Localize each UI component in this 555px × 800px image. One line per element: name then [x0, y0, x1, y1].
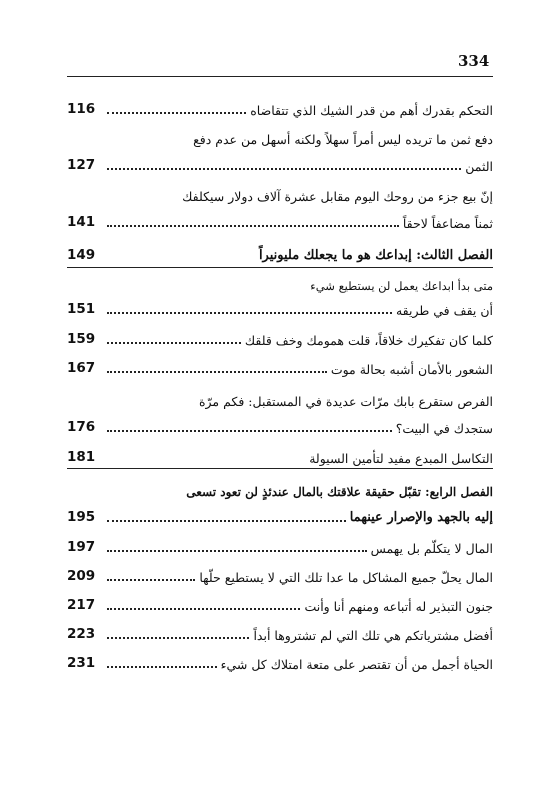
toc-entry-page: 116 [67, 101, 96, 118]
toc-entry-title: إنّ بيع جزء من روحك اليوم مقابل عشرة آلاف دولار سيكلفك [182, 188, 493, 204]
dot-leader [107, 371, 327, 373]
toc-entry [67, 146, 493, 174]
toc-entry-title: المال لا يتكلّم بل يهمس [370, 540, 493, 556]
header-rule [67, 76, 493, 77]
chapter-title: الفصل الثالث: إبداعك هو ما يجعلك مليونيراً [258, 248, 493, 264]
toc-entry-page: 151 [67, 301, 96, 318]
dot-leader [107, 225, 399, 227]
toc-entry-title: الثمن [465, 158, 493, 174]
toc-entry [67, 438, 493, 466]
toc-entry-page: 127 [67, 157, 96, 174]
toc-entry-title: ثمناً مضاعفاً لاحقاً [402, 215, 493, 231]
toc-entry-title: أفضل مشترياتكم هي تلك التي لم تشتروها أبداً [253, 627, 493, 643]
toc-entry [67, 528, 493, 556]
toc-entry [67, 644, 493, 672]
toc-entry [67, 203, 493, 231]
toc-entry-page: 209 [67, 568, 96, 585]
toc-entry-page: 167 [67, 360, 96, 377]
toc-entry [67, 176, 493, 204]
toc-entry-title: ستجدك في البيت؟ [395, 420, 493, 436]
dot-leader [107, 637, 249, 639]
toc-entry-title: جنون التبذير له أتباعه ومنهم أنا وأنت [304, 598, 493, 614]
dot-leader [107, 430, 392, 432]
toc-entry [67, 349, 493, 377]
dot-leader [107, 550, 367, 552]
toc-entry [67, 290, 493, 318]
chapter-page: 195 [67, 509, 96, 526]
toc-entry-page: 159 [67, 331, 96, 348]
dot-leader [107, 342, 241, 344]
toc-entry [67, 586, 493, 614]
toc-entry-title: التكاسل المبدع مفيد لتأمين السيولة [309, 450, 493, 466]
toc-entry-title: متى بدأ ابداعك يعمل لن يستطيع شيء [310, 278, 493, 293]
dot-leader [107, 312, 392, 314]
toc-entry [67, 265, 493, 293]
chapter-title: إليه بالجهد والإصرار عينهما [349, 510, 493, 526]
toc-entry-page: 231 [67, 655, 96, 672]
dot-leader [107, 520, 346, 522]
toc-entry-page: 141 [67, 214, 96, 231]
dot-leader [107, 579, 195, 581]
chapter-heading [67, 236, 493, 264]
toc-entry-page: 223 [67, 626, 96, 643]
toc-entry [67, 381, 493, 409]
toc-entry-title: أن يقف في طريقه [395, 302, 493, 318]
chapter-title: الفصل الرابع: تقبّل حقيقة علاقتك بالمال عندئذٍ لن تعود تسعى [186, 485, 493, 500]
toc-entry [67, 119, 493, 147]
toc-entry-title: الفرص ستقرع بابك مرّات عديدة في المستقبل: فكم مرّة [198, 393, 493, 409]
toc-entry [67, 408, 493, 436]
chapter-heading [67, 498, 493, 526]
chapter-rule [67, 468, 493, 469]
page-number: 334 [458, 52, 490, 70]
toc-entry [67, 320, 493, 348]
toc-entry-page: 181 [67, 449, 96, 466]
dot-leader [107, 666, 217, 668]
dot-leader [107, 608, 300, 610]
chapter-heading [67, 472, 493, 500]
toc-entry-title: دفع ثمن ما تريده ليس أمراً سهلاً ولكنه أسهل من عدم دفع [193, 131, 493, 147]
toc-entry [67, 557, 493, 585]
toc-entry [67, 90, 493, 118]
toc-entry-page: 197 [67, 539, 96, 556]
toc-entry-page: 217 [67, 597, 96, 614]
toc-entry [67, 615, 493, 643]
toc-entry-title: كلما كان تفكيرك خلاقاً، قلت همومك وخف قلقك [244, 332, 493, 348]
dot-leader [107, 168, 461, 170]
toc-entry-title: الشعور بالأمان أشبه بحالة موت [330, 361, 493, 377]
dot-leader [107, 112, 246, 114]
chapter-page: 149 [67, 247, 96, 264]
toc-entry-title: الحياة أجمل من أن تقتصر على متعة امتلاك كل شيء [220, 656, 493, 672]
toc-entry-title: التحكم بقدرك أهم من قدر الشيك الذي تتقاضاه [250, 102, 493, 118]
toc-entry-page: 176 [67, 419, 96, 436]
toc-entry-title: المال يحلّ جميع المشاكل ما عدا تلك التي لا يستطيع حلّها [199, 569, 493, 585]
